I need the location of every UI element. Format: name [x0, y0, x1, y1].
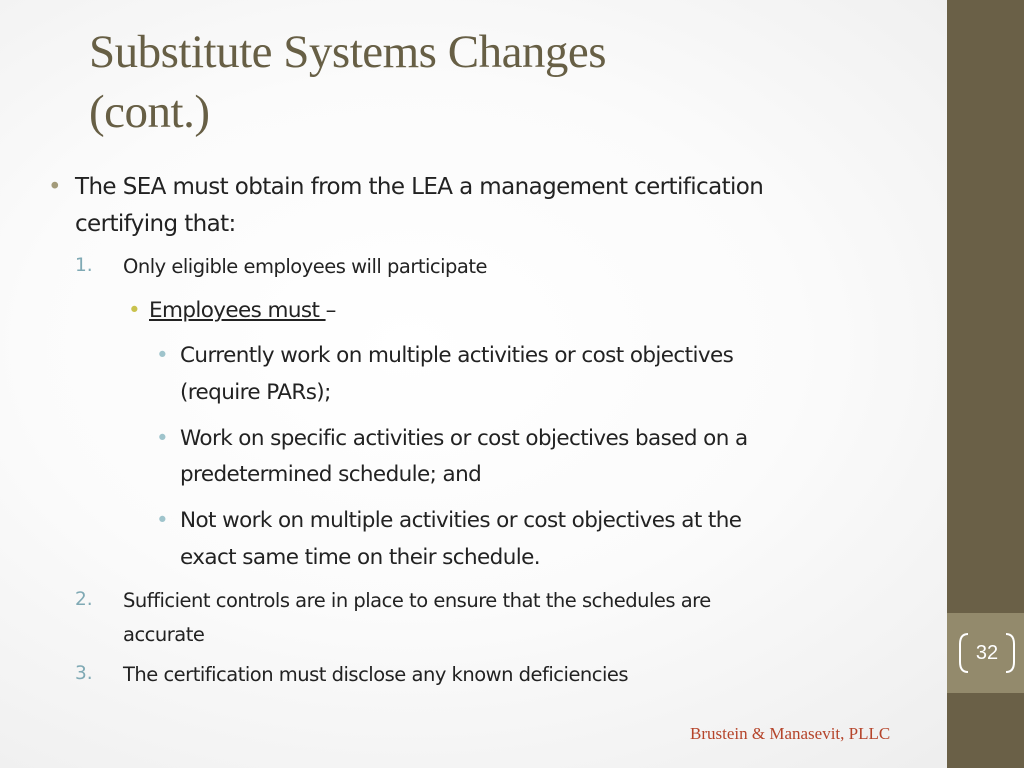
item-3-text: The certification must disclose any known deficiencies: [123, 663, 629, 686]
intro-line-1: The SEA must obtain from the LEA a management certification: [75, 174, 764, 200]
footer-firm-name: Brustein & Manasevit, PLLC: [690, 724, 891, 743]
intro-line-2: certifying that:: [75, 211, 236, 237]
employees-must-label: Employees must: [149, 298, 326, 323]
bullet-dot-icon: •: [48, 174, 61, 200]
point-1-line-1: Currently work on multiple activities or cost objectives: [180, 343, 734, 368]
page-number-frame: [958, 632, 1016, 674]
list-number: 2.: [75, 589, 93, 610]
point-1-line-2: (require PARs);: [180, 380, 331, 405]
page-number: 32: [975, 642, 999, 664]
bullet-dot-icon: •: [156, 508, 169, 533]
bullet-dot-icon: •: [156, 426, 169, 451]
bullet-dot-icon: •: [128, 298, 141, 323]
point-3-line-2: exact same time on their schedule.: [180, 545, 540, 570]
point-2-line-2: predetermined schedule; and: [180, 462, 482, 487]
employees-must-heading: [149, 298, 336, 323]
slide-title: [89, 22, 909, 142]
item-1-text: Only eligible employees will participate: [123, 255, 488, 278]
list-number: 3.: [75, 663, 93, 684]
title-line-2: (cont.): [89, 86, 210, 138]
item-2-line-2: accurate: [123, 623, 205, 646]
employees-must-dash: –: [325, 298, 336, 323]
list-number: 1.: [75, 255, 93, 276]
item-2-line-1: Sufficient controls are in place to ensure that the schedules are: [123, 589, 711, 612]
title-line-1: Substitute Systems Changes: [89, 26, 607, 78]
point-2-line-1: Work on specific activities or cost objectives based on a: [180, 426, 748, 451]
point-3-line-1: Not work on multiple activities or cost objectives at the: [180, 508, 742, 533]
bullet-dot-icon: •: [156, 343, 169, 368]
